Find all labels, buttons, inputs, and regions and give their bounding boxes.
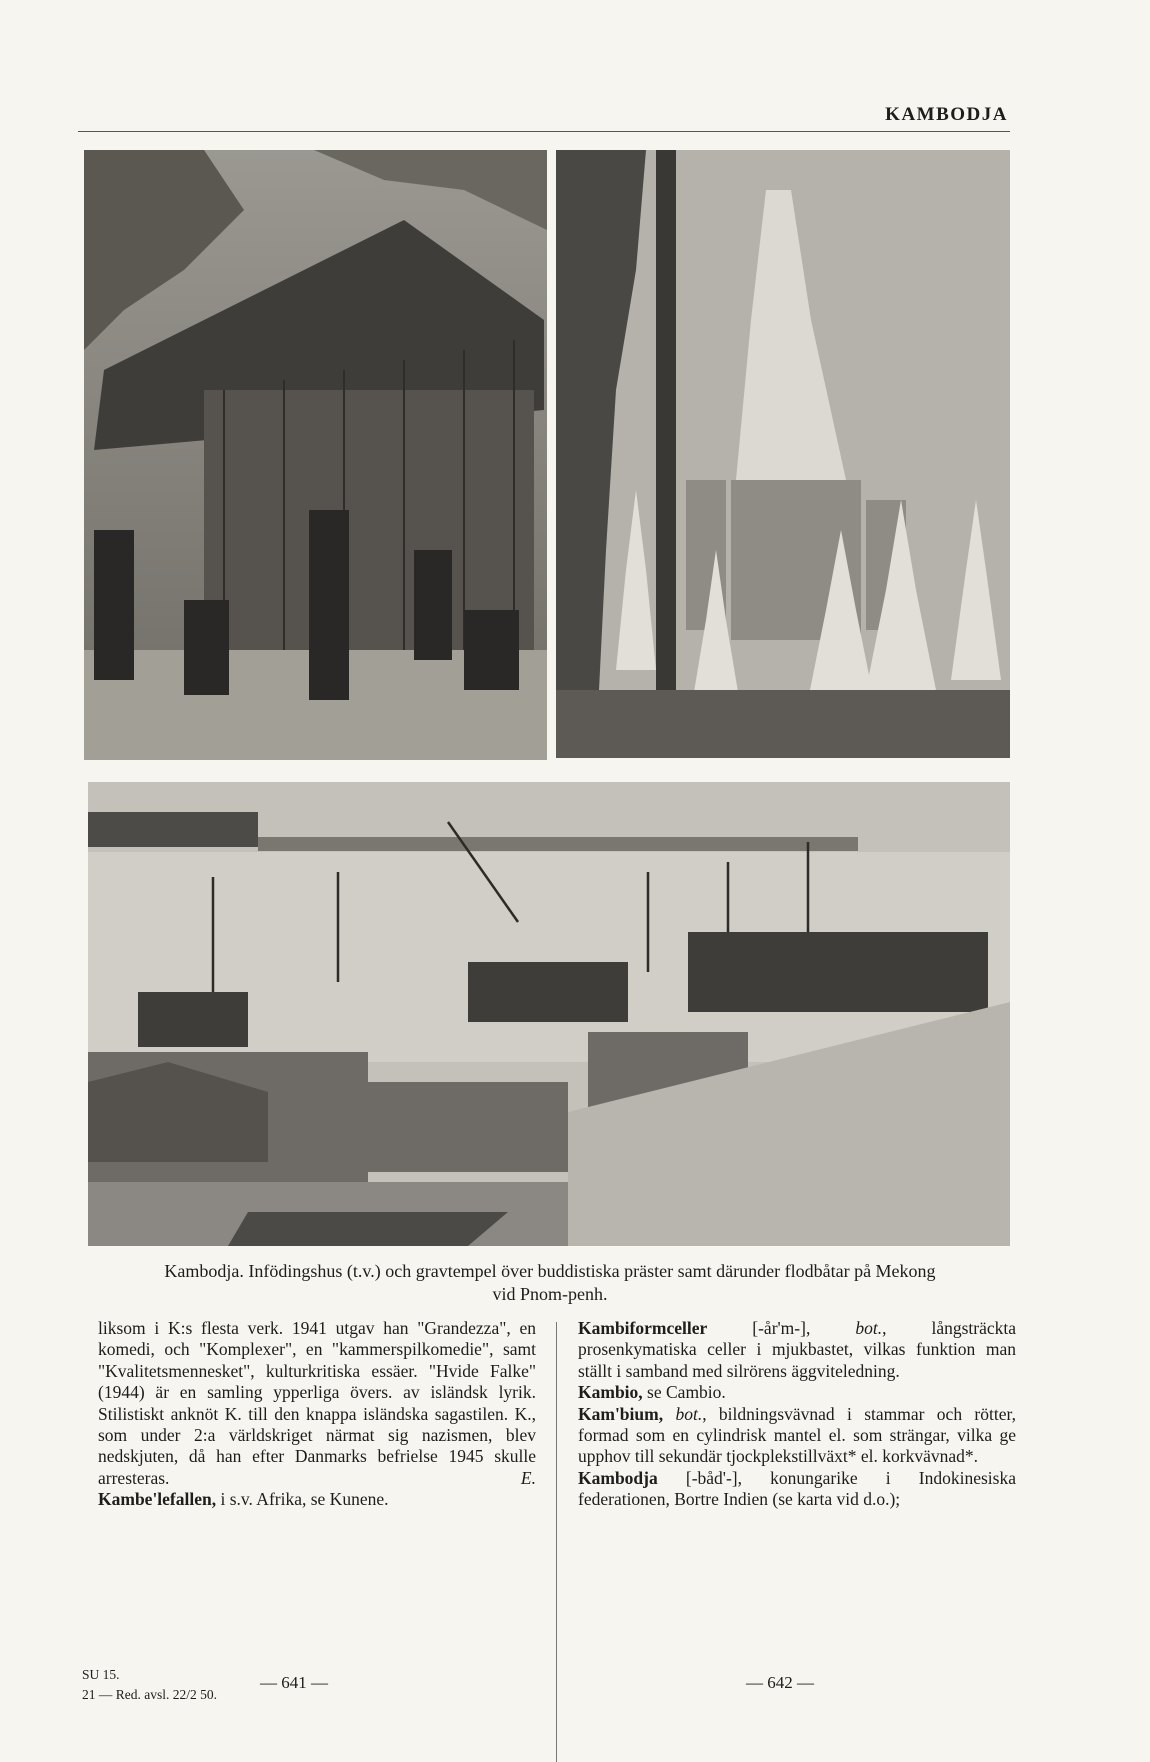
entry-text: , långsträckta prosenkymatiska celler i mjukbastet, vilkas funktion man ställt i samband med silrörens äggviteledning. xyxy=(578,1318,1017,1381)
entry-kambium xyxy=(578,1404,1016,1468)
entry-abbreviation: bot. xyxy=(663,1403,703,1424)
temple-illustration xyxy=(556,150,1010,758)
entry-kambelefallen xyxy=(98,1489,536,1510)
entry-term: Kambodja xyxy=(578,1467,658,1488)
entry-text: se Cambio. xyxy=(642,1382,726,1403)
figure-caption xyxy=(78,1260,1022,1306)
entry-kambio xyxy=(578,1382,1016,1403)
entry-term: Kambe'lefallen, xyxy=(98,1489,217,1510)
entry-term: Kam'bium, xyxy=(578,1403,664,1424)
page-number-left: — 641 — xyxy=(260,1673,328,1692)
entry-kambodja xyxy=(578,1468,1016,1511)
entry-text: , bildningsvävnad i stammar och rötter, formad som en cylindrisk mantel el. som strängar, vilka ge upphov till sekundär tjockplekstillväxt* el. korkvävnad*. xyxy=(578,1403,1017,1467)
author-signature: E. xyxy=(520,1467,536,1488)
entry-term: Kambio, xyxy=(578,1382,643,1403)
photo-temple xyxy=(556,150,1010,758)
entry-text: i s.v. Afrika, se Kunene. xyxy=(216,1489,389,1510)
page-number-right: — 642 — xyxy=(746,1673,814,1692)
footer-signature-mark: SU 15. xyxy=(82,1667,120,1682)
entry-abbreviation: bot. xyxy=(855,1318,883,1338)
header-rule xyxy=(78,131,1010,132)
photo-river-boats xyxy=(88,782,1010,1246)
caption-line-2: vid Pnom-penh. xyxy=(492,1284,608,1304)
entry-term: Kambiformceller xyxy=(578,1318,708,1338)
paragraph-continuation xyxy=(98,1318,536,1489)
left-column xyxy=(98,1318,536,1511)
caption-line-1: Kambodja. Infödingshus (t.v.) och gravtempel över buddistiska präster samt därunder flodbåtar på Mekong xyxy=(164,1261,936,1281)
boats-illustration xyxy=(88,782,1010,1246)
house-illustration xyxy=(84,150,547,760)
footer-editorial-note: 21 — Red. avsl. 22/2 50. xyxy=(82,1687,217,1702)
column-divider xyxy=(556,1322,557,1762)
photo-native-house xyxy=(84,150,547,760)
entry-pronunciation: [-år'm-], xyxy=(707,1318,856,1338)
entry-text: [-båd'-], konungarike i Indokinesiska federationen, Bortre Indien (se karta vid d.o.); xyxy=(578,1467,1016,1510)
paragraph-text: liksom i K:s flesta verk. 1941 utgav han "Grandezza", en komedi, och "Komplexer", en "kammerspilkomedie", samt "Kvalitetsmennesket", kulturkritiska essäer. "Hvide Falke" (1944) är en samling ypperliga övers. av isländsk lyrik. Stilistiskt anknöt K. till den knappa isländska sagastilen. K., som under 2:a världskriget närmat sig nazismen, blev nedskjuten, då han efter Danmarks befrielse 1945 skulle arresteras. xyxy=(98,1318,536,1488)
right-column xyxy=(578,1318,1016,1511)
running-header: KAMBODJA xyxy=(885,104,1008,125)
entry-kambiformceller xyxy=(578,1318,1016,1382)
